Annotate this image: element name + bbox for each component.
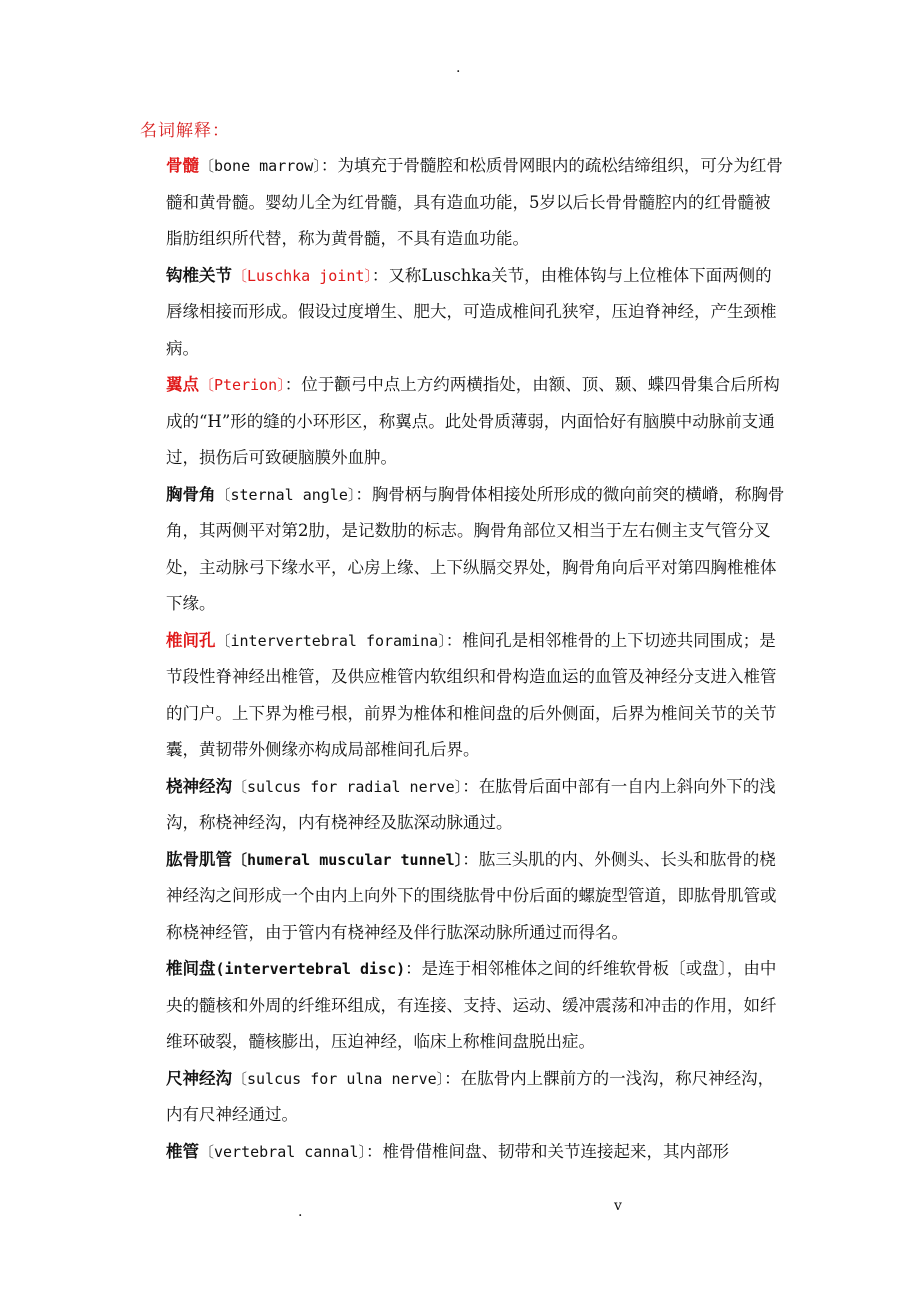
entry-body: ：在肱骨后面中部有一自内上斜向外下的浅沟，称桡神经沟，内有桡神经及肱深动脉通过。 xyxy=(166,776,776,832)
entry-body: ：肱三头肌的内、外侧头、长头和肱骨的桡神经沟之间形成一个由内上向外下的围绕肱骨中份后面的螺旋型管道，即肱骨肌管或称桡神经管，由于管内有桡神经及伴行肱深动脉所通过而得名。 xyxy=(166,849,777,942)
entry-term: 翼点 xyxy=(166,375,199,394)
entry-english: (intervertebral disc) xyxy=(215,960,406,978)
entry-body: ：椎骨借椎间盘、韧带和关节连接起来，其内部形 xyxy=(366,1141,729,1161)
entry-term: 胸骨角 xyxy=(166,484,216,504)
entry-term: 骨髓 xyxy=(166,156,199,175)
entry-radial-nerve-sulcus xyxy=(166,769,786,842)
entry-vertebral-canal xyxy=(166,1134,786,1171)
entry-term: 桡神经沟 xyxy=(166,776,232,796)
entry-body: ：椎间孔是相邻椎骨的上下切迹共同围成；是节段性脊神经出椎管，及供应椎管内软组织和骨构造血运的血管及神经分支进入椎管的门户。上下界为椎弓根，前界为椎体和椎间盘的后外侧面，后界为椎间关节的关节囊，黄韧带外侧缘亦构成局部椎间孔后界。 xyxy=(166,630,777,759)
glossary-entries xyxy=(166,148,786,1170)
entry-term: 钩椎关节 xyxy=(166,265,232,285)
entry-luschka-joint xyxy=(166,258,786,368)
entry-english: 〔intervertebral foramina〕 xyxy=(215,631,446,650)
entry-term: 椎间孔 xyxy=(166,630,216,650)
entry-english: 〔Pterion〕 xyxy=(199,376,285,394)
header-dot: . xyxy=(456,60,461,76)
entry-english: 〔humeral muscular tunnel〕 xyxy=(232,850,463,869)
section-title: 名词解释： xyxy=(140,121,230,141)
entry-english: 〔sulcus for ulna nerve〕 xyxy=(232,1069,445,1088)
entry-body: ：又称Luschka关节，由椎体钩与上位椎体下面两侧的唇缘相接而形成。假设过度增生、肥大，可造成椎间孔狭窄，压迫脊神经，产生颈椎病。 xyxy=(166,265,777,358)
entry-english: 〔Luschka joint〕 xyxy=(232,266,372,285)
entry-term: 尺神经沟 xyxy=(166,1068,232,1088)
footer-dot: . xyxy=(298,1204,303,1220)
entry-term: 椎间盘 xyxy=(166,959,216,978)
entry-term: 椎管 xyxy=(166,1141,199,1161)
entry-term: 肱骨肌管 xyxy=(166,849,232,869)
entry-sternal-angle xyxy=(166,477,786,623)
entry-english: 〔vertebral cannal〕 xyxy=(199,1142,366,1161)
entry-english: 〔sternal angle〕 xyxy=(215,485,356,504)
entry-bone-marrow xyxy=(166,148,786,258)
entry-pterion xyxy=(166,367,786,477)
footer-mark: v xyxy=(614,1198,622,1214)
entry-intervertebral-foramina xyxy=(166,623,786,769)
entry-body: ：是连于相邻椎体之间的纤维软骨板〔或盘〕，由中央的髓核和外周的纤维环组成，有连接、支持、运动、缓冲震荡和冲击的作用，如纤维环破裂，髓核膨出，压迫神经，临床上称椎间盘脱出症。 xyxy=(166,959,777,1051)
entry-humeral-muscular-tunnel xyxy=(166,842,786,952)
entry-english: 〔sulcus for radial nerve〕 xyxy=(232,777,463,796)
entry-ulnar-nerve-sulcus xyxy=(166,1061,786,1134)
entry-english: 〔bone marrow〕 xyxy=(199,157,321,175)
entry-body: ：为填充于骨髓腔和松质骨网眼内的疏松结缔组织，可分为红骨髓和黄骨髓。婴幼儿全为红骨髓，具有造血功能，5岁以后长骨骨髓腔内的红骨髓被脂肪组织所代替，称为黄骨髓，不具有造血功能。 xyxy=(166,156,783,248)
entry-body: ：位于颧弓中点上方约两横指处，由额、顶、颞、蝶四骨集合后所构成的“H”形的缝的小环形区，称翼点。此处骨质薄弱，内面恰好有脑膜中动脉前支通过，损伤后可致硬脑膜外血肿。 xyxy=(166,375,780,467)
entry-intervertebral-disc xyxy=(166,951,786,1061)
entry-body: ：胸骨柄与胸骨体相接处所形成的微向前突的横嵴，称胸骨角，其两侧平对第2肋，是记数肋的标志。胸骨角部位又相当于左右侧主支气管分叉处，主动脉弓下缘水平，心房上缘、上下纵膈交界处，胸骨角向后平对第四胸椎椎体下缘。 xyxy=(166,484,785,613)
entry-body: ：在肱骨内上髁前方的一浅沟，称尺神经沟，内有尺神经通过。 xyxy=(166,1068,775,1124)
